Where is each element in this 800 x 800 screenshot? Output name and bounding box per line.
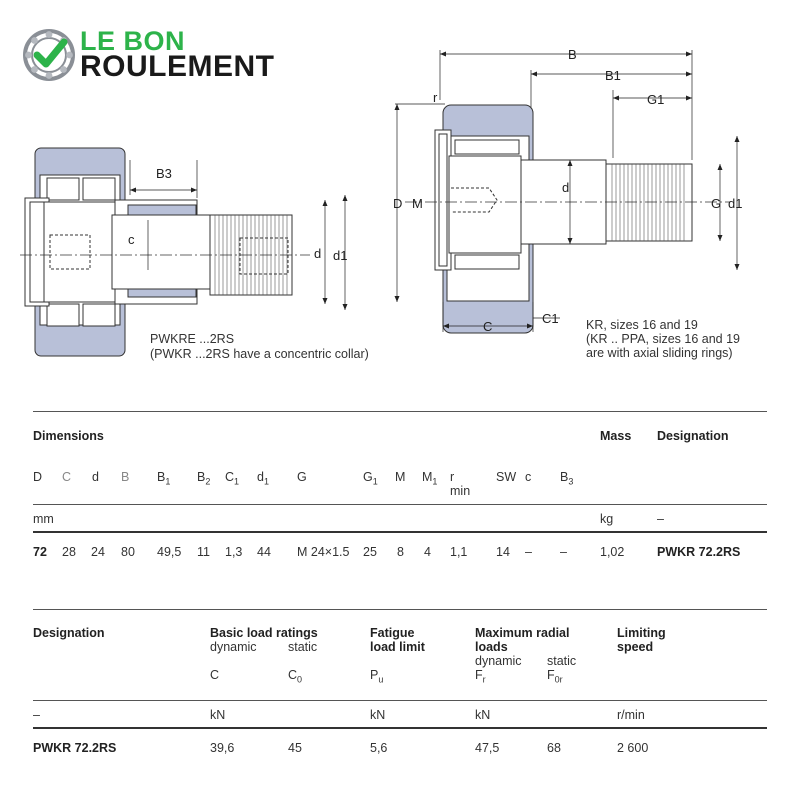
col-M: M (395, 470, 406, 484)
col-G: G (297, 470, 307, 484)
fatigue-header-1: Fatigue (370, 626, 415, 640)
left-caption-line2: (PWKR ...2RS have a concentric collar) (150, 347, 369, 361)
col-M1: $M_1$ (422, 470, 438, 487)
col-C1: $C_1$ (225, 470, 240, 487)
val-B2: 11 (197, 545, 210, 559)
row2-C: 39,6 (210, 741, 235, 755)
unit-radial: kN (475, 708, 491, 722)
table1-mid-rule (33, 504, 767, 505)
sym-Pu: $P_u$ (370, 668, 384, 685)
col-B: B (121, 470, 130, 484)
sym-Fr: $F_r$ (475, 668, 486, 685)
label-C: C (483, 319, 493, 334)
label-B: B (568, 47, 577, 62)
sym-C: C (210, 668, 220, 682)
unit-load: kN (210, 708, 226, 722)
right-caption-line2: (KR .. PPA, sizes 16 and 19 (586, 332, 741, 346)
col-D: D (33, 470, 43, 484)
row2-F0r: 68 (547, 741, 561, 755)
dynamic-label: dynamic (210, 640, 257, 654)
col-B1: $B_1$ (157, 470, 171, 487)
label-d: d (314, 246, 322, 261)
row2-Fr: 47,5 (475, 741, 500, 755)
max-radial-header-2: loads (475, 640, 508, 654)
label-B1: B1 (605, 68, 621, 83)
radial-dynamic-label: dynamic (475, 654, 522, 668)
radial-static-label: static (547, 654, 577, 668)
table2-designation-header: Designation (33, 626, 105, 640)
row2-C0: 45 (288, 741, 302, 755)
label-r: r (433, 90, 438, 105)
unit-mm: mm (33, 512, 54, 526)
val-designation: PWKR 72.2RS (657, 545, 741, 559)
row2-Pu: 5,6 (370, 741, 388, 755)
right-caption-line1: KR, sizes 16 and 19 (586, 318, 698, 332)
unit-kg: kg (600, 512, 614, 526)
val-G: M 24×1.5 (297, 545, 350, 559)
val-B: 80 (121, 545, 135, 559)
label-D: D (393, 196, 403, 211)
val-G1: 25 (363, 545, 377, 559)
label-d1: d1 (333, 248, 348, 263)
unit-speed: r/min (617, 708, 645, 722)
unit-dash: – (657, 512, 664, 526)
col-r: r (450, 470, 455, 484)
val-c: – (525, 545, 532, 559)
table2-top-rule (33, 609, 767, 610)
sym-C0: $C_0$ (288, 668, 303, 685)
val-C: 28 (62, 545, 76, 559)
label-d1-right: d1 (728, 196, 743, 211)
val-M1: 4 (424, 545, 431, 559)
col-SW: SW (496, 470, 517, 484)
right-bearing-drawing (385, 40, 755, 340)
val-d: 24 (91, 545, 105, 559)
table1-title: Dimensions (33, 429, 104, 443)
row2-speed: 2 600 (617, 741, 649, 755)
table1-top-rule (33, 411, 767, 412)
label-M: M (412, 196, 423, 211)
val-r: 1,1 (450, 545, 468, 559)
label-B3: B3 (156, 166, 172, 181)
bearing-check-icon (22, 28, 76, 82)
table1-data-rule (33, 531, 767, 533)
val-d1: 44 (257, 545, 271, 559)
limiting-header-2: speed (617, 640, 654, 654)
val-C1: 1,3 (225, 545, 243, 559)
basic-load-header: Basic load ratings (210, 626, 318, 640)
col-B2: $B_2$ (197, 470, 211, 487)
val-SW: 14 (496, 545, 510, 559)
label-c: c (128, 232, 135, 247)
val-D: 72 (33, 545, 47, 559)
limiting-header-1: Limiting (617, 626, 666, 640)
val-M: 8 (397, 545, 404, 559)
left-caption-line1: PWKRE ...2RS (150, 332, 235, 346)
logo-text-top: LE BON (80, 26, 186, 56)
col-B3: $B_3$ (560, 470, 574, 487)
val-mass: 1,02 (600, 545, 625, 559)
mass-header: Mass (600, 429, 632, 443)
label-C1: C1 (542, 311, 559, 326)
logo-text-bottom: ROULEMENT (80, 50, 275, 83)
unit-designation: – (33, 708, 40, 722)
row2-designation: PWKR 72.2RS (33, 741, 117, 755)
col-d1: $d_1$ (257, 470, 269, 487)
table2-mid-rule (33, 700, 767, 701)
designation-header: Designation (657, 429, 729, 443)
col-r-min: min (450, 484, 471, 498)
col-c: c (525, 470, 532, 484)
label-d-right: d (562, 180, 570, 195)
sym-F0r: $F_{0r}$ (547, 668, 563, 685)
fatigue-header-2: load limit (370, 640, 425, 654)
col-G1: $G_1$ (363, 470, 378, 487)
label-G: G (711, 196, 722, 211)
static-label: static (288, 640, 318, 654)
table2-data-rule (33, 727, 767, 729)
val-B3: – (560, 545, 567, 559)
right-caption-line3: are with axial sliding rings) (586, 346, 733, 360)
val-B1: 49,5 (157, 545, 182, 559)
unit-fatigue: kN (370, 708, 386, 722)
col-d: d (92, 470, 99, 484)
label-G1: G1 (647, 92, 665, 107)
max-radial-header-1: Maximum radial (475, 626, 570, 640)
col-C: C (62, 470, 72, 484)
